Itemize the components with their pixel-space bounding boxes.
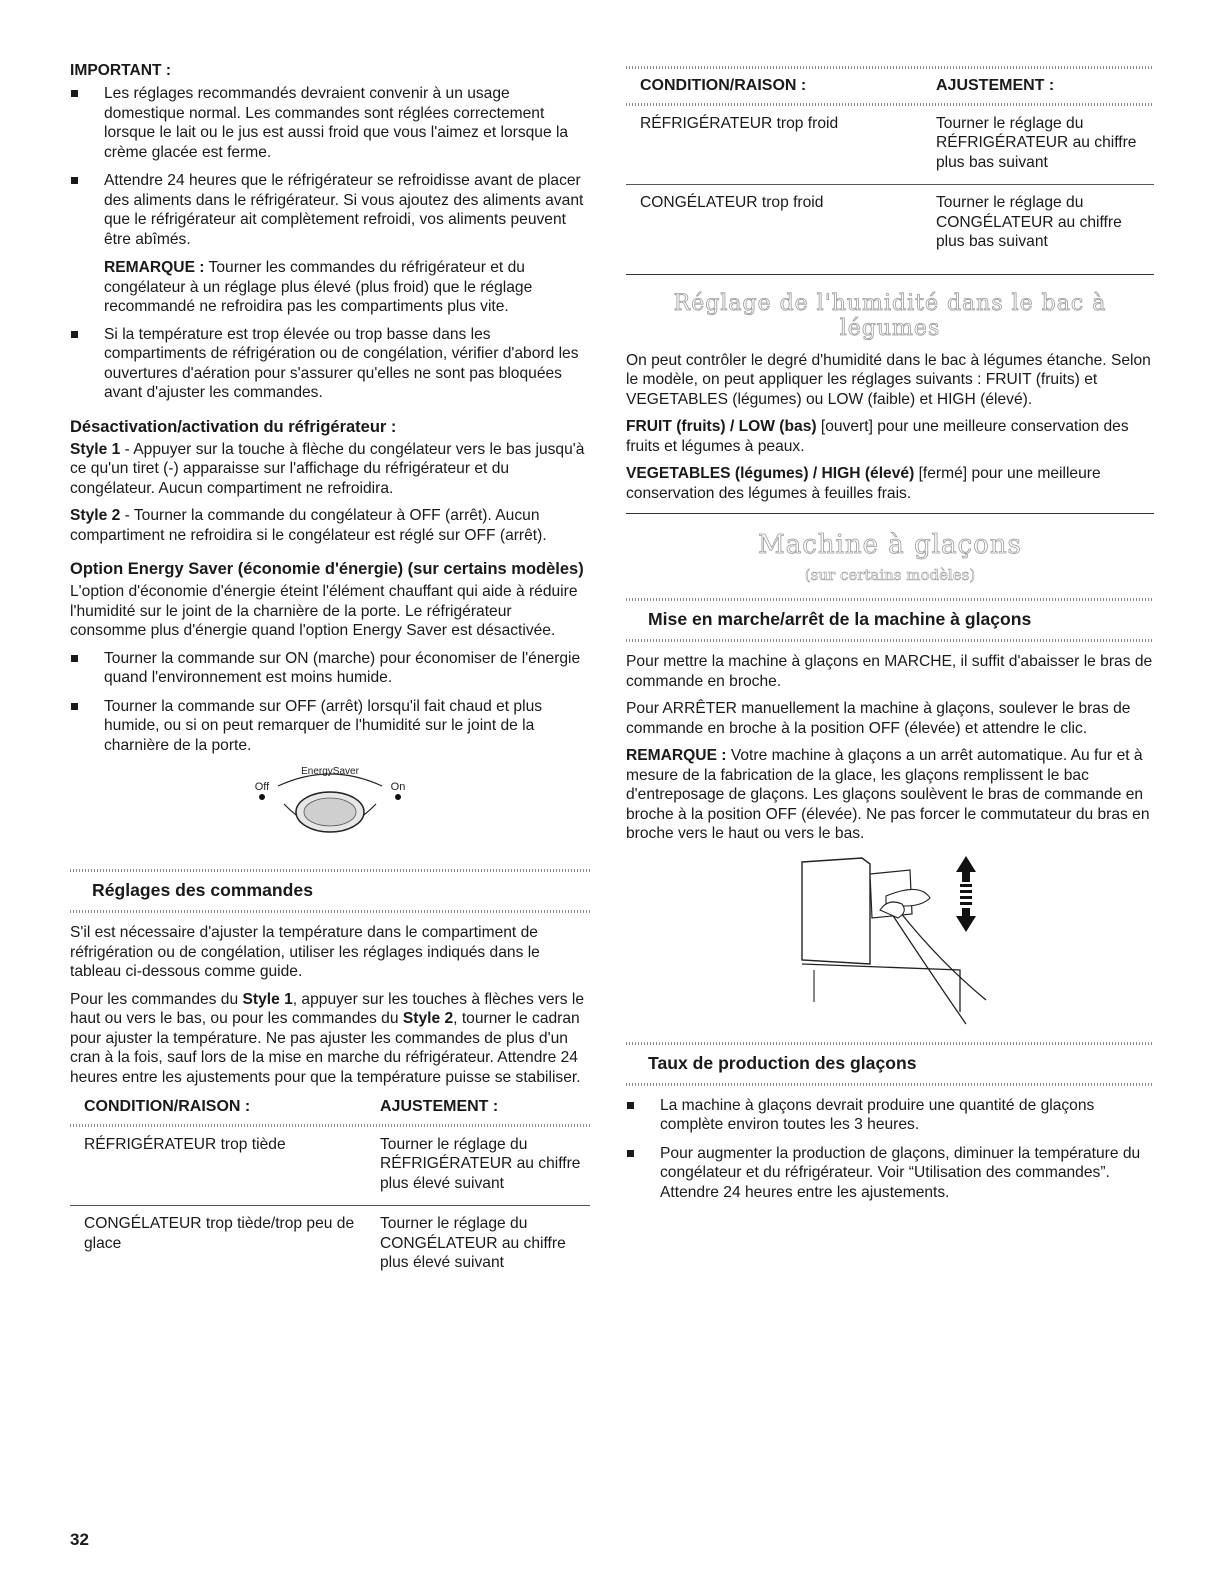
table-row (626, 106, 1154, 186)
deactivation-heading: Désactivation/activation du réfrigérateur : (70, 417, 397, 436)
page-number: 32 (70, 1530, 89, 1549)
table-row (70, 1127, 590, 1207)
ice-maker-illustration (626, 852, 1154, 1032)
fruit-paragraph (626, 417, 1154, 456)
energy-saver-heading: Option Energy Saver (économie d'énergie) (sur certains modèles) (70, 560, 584, 578)
remark-text: Tourner les commandes du réfrigérateur et du congélateur à un réglage plus élevé (plus froid) que le réglage recommandé ne refroidira pas les compartiments plus vite. (104, 259, 533, 315)
divider (626, 274, 1154, 275)
divider (626, 513, 1154, 514)
row-adjust: Tourner le réglage du CONGÉLATEUR au chiffre plus bas suivant (936, 194, 1122, 250)
row-condition: RÉFRIGÉRATEUR trop tiède (84, 1135, 286, 1153)
list-item: Si la température est trop élevée ou trop basse dans les compartiments de réfrigération ou de congélation, vérifier d'abord les ouvertures d'aération pour s'assurer qu'elles ne sont pas bloquées avant d'ajuster les commandes. (70, 325, 590, 403)
rate-list (626, 1096, 1154, 1203)
ice-maker-subtitle: (sur certains modèles) (804, 566, 976, 584)
controls-text-a: Pour les commandes du (70, 990, 243, 1008)
controls-section-bar (70, 869, 590, 913)
vent-list (70, 325, 590, 403)
controls-text-b: , appuyer sur les touches à flèches vers le haut ou vers le bas, ou pour les commandes du (70, 990, 584, 1027)
warm-adjust-table (70, 1095, 590, 1285)
fruit-label: FRUIT (fruits) / LOW (bas) (626, 418, 817, 435)
table-header (70, 1095, 590, 1127)
controls-paragraph-2 (70, 990, 590, 1088)
style1-paragraph (70, 440, 590, 499)
humidity-heading: Réglage de l'humidité dans le bac à légumes (673, 290, 1107, 341)
style2-label: Style 2 (70, 507, 121, 524)
energy-saver-dial-illustration (70, 764, 590, 859)
header-condition: CONDITION/RAISON : (84, 1098, 251, 1115)
important-label: IMPORTANT : (70, 62, 172, 79)
fruit-text: [ouvert] pour une meilleure conservation des fruits et légumes à peaux. (626, 418, 1129, 455)
onoff-section-bar (626, 598, 1154, 642)
dial-off-label: Off (254, 781, 270, 793)
important-list (70, 84, 590, 249)
right-column (626, 62, 1154, 1211)
controls-heading: Réglages des commandes (92, 880, 313, 900)
style1-label: Style 1 (70, 440, 121, 458)
onoff-remark (626, 746, 1154, 844)
row-adjust: Tourner le réglage du RÉFRIGÉRATEUR au chiffre plus élevé suivant (380, 1135, 581, 1192)
table-header (626, 74, 1154, 106)
list-item: Tourner la commande sur ON (marche) pour économiser de l'énergie quand l'environnement est moins humide. (70, 649, 590, 688)
energy-saver-paragraph: L'option d'économie d'énergie éteint l'élément chauffant qui aide à réduire l'humidité sur le joint de la charnière de la porte. Le réfrigérateur consomme plus d'énergie quand l'option Energy Saver est désactivée. (70, 583, 578, 639)
style1-text: - Appuyer sur la touche à flèche du congélateur vers le bas jusqu'à ce qu'un tiret (-) apparaisse sur l'affichage du réfrigérateur et du congélateur. Aucun compartiment ne refroidira. (70, 440, 585, 497)
list-item: Tourner la commande sur OFF (arrêt) lorsqu'il fait chaud et plus humide, ou si on peut remarquer de l'humidité sur le joint de la charnière de la porte. (70, 697, 590, 756)
row-adjust: Tourner le réglage du CONGÉLATEUR au chiffre plus élevé suivant (380, 1215, 566, 1271)
list-item: Attendre 24 heures que le réfrigérateur se refroidisse avant de placer des aliments dans le réfrigérateur. Si vous ajoutez des aliments avant que le réfrigérateur ait complètement refroidi, vos aliments peuvent être abîmés. (70, 171, 590, 249)
onoff-remark-text: Votre machine à glaçons a un arrêt automatique. Au fur et à mesure de la fabrication de la glace, les glaçons remplissent le bac d'entreposage de glaçons. Les glaçons soulèvent le bras de commande en broche à la position OFF (élevée). Ne pas forcer le commutateur du bras en broche vers le haut ou vers le bas. (626, 747, 1150, 842)
controls-style2: Style 2 (402, 1010, 454, 1027)
onoff-paragraph-2: Pour ARRÊTER manuellement la machine à glaçons, soulever le bras de commande en broche à la position OFF (élevée) et attendre le clic. (626, 700, 1131, 737)
vegetables-label: VEGETABLES (légumes) / HIGH (élevé) (626, 465, 915, 482)
list-item: Les réglages recommandés devraient convenir à un usage domestique normal. Les commandes sont réglées correctement lorsque le lait ou le jus est aussi froid que vous l'aimez et lorsque la crème glacée est ferme. (70, 84, 590, 162)
style2-paragraph (70, 506, 590, 545)
header-adjust: AJUSTEMENT : (380, 1098, 499, 1115)
left-column (70, 62, 590, 1285)
rate-heading: Taux de production des glaçons (648, 1052, 917, 1073)
style2-text: - Tourner la commande du congélateur à OFF (arrêt). Aucun compartiment ne refroidira si le congélateur est réglé sur OFF (arrêt). (70, 507, 547, 544)
row-condition: RÉFRIGÉRATEUR trop froid (640, 114, 839, 132)
remark-label: REMARQUE : (104, 259, 205, 276)
row-adjust: Tourner le réglage du RÉFRIGÉRATEUR au chiffre plus bas suivant (936, 114, 1137, 171)
list-item: Pour augmenter la production de glaçons, diminuer la température du congélateur et du réfrigérateur. Voir “Utilisation des commandes”. Attendre 24 heures entre les ajustements. (626, 1144, 1154, 1203)
controls-paragraph-1: S'il est nécessaire d'ajuster la température dans le compartiment de réfrigération ou de congélation, utiliser les réglages indiqués dans le tableau ci-dessous comme guide. (70, 924, 540, 980)
table-row (70, 1206, 590, 1285)
controls-style1: Style 1 (242, 990, 293, 1008)
energy-saver-dial-icon (230, 764, 430, 854)
row-condition: CONGÉLATEUR trop froid (640, 194, 824, 211)
dial-top-label: EnergySaver (301, 766, 359, 777)
onoff-heading: Mise en marche/arrêt de la machine à glaçons (648, 609, 1032, 629)
energy-saver-list (70, 649, 590, 756)
onoff-paragraph-1: Pour mettre la machine à glaçons en MARCHE, il suffit d'abaisser le bras de commande en broche. (626, 653, 1153, 690)
dial-on-label: On (390, 781, 406, 793)
remark-paragraph (70, 258, 590, 317)
list-item: La machine à glaçons devrait produire une quantité de glaçons complète environ toutes les 3 heures. (626, 1096, 1154, 1135)
humidity-paragraph: On peut contrôler le degré d'humidité dans le bac à légumes étanche. Selon le modèle, on peut appliquer les réglages suivants : FRUIT (fruits) et VEGETABLES (légumes) ou LOW (faible) et HIGH (élevé). (626, 351, 1151, 408)
ice-maker-arm-icon (790, 852, 990, 1027)
ice-maker-heading: Machine à glaçons (758, 530, 1022, 560)
rate-section-bar (626, 1042, 1154, 1086)
onoff-remark-label: REMARQUE : (626, 747, 727, 764)
cold-adjust-table (626, 66, 1154, 264)
vegetables-text: [fermé] pour une meilleure conservation des légumes à feuilles frais. (626, 465, 1101, 502)
table-row (626, 185, 1154, 264)
header-condition: CONDITION/RAISON : (640, 77, 807, 94)
controls-text-c: , tourner le cadran pour ajuster la température. Ne pas ajuster les commandes de plus d'un cran à la fois, sauf lors de la mise en marche du réfrigérateur. Attendre 24 heures entre les ajustements pour que la température puisse se stabiliser. (70, 1010, 581, 1086)
vegetables-paragraph (626, 464, 1154, 503)
row-condition: CONGÉLATEUR trop tiède/trop peu de glace (84, 1215, 355, 1252)
header-adjust: AJUSTEMENT : (936, 77, 1055, 94)
